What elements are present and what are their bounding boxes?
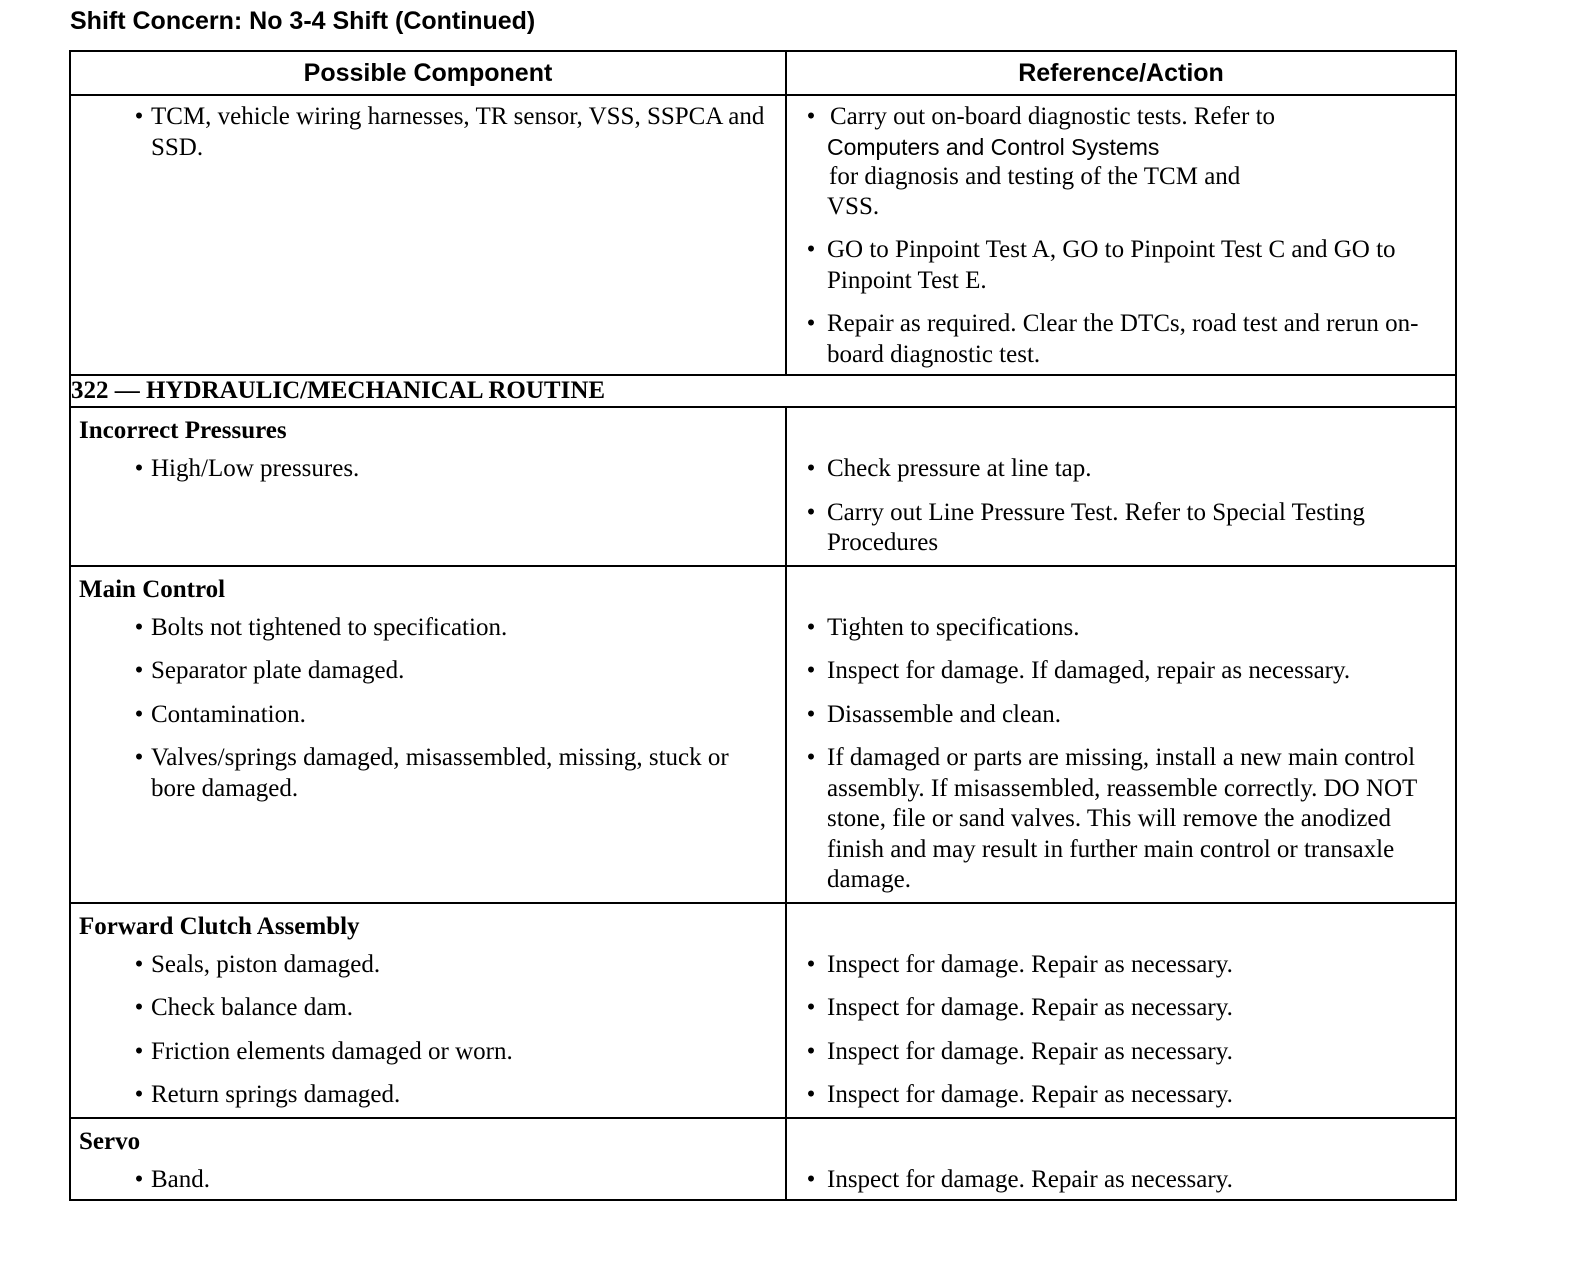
bullet-icon: • bbox=[134, 1081, 144, 1108]
component-list bbox=[79, 613, 777, 805]
list-item bbox=[795, 1080, 1447, 1111]
bullet-icon: • bbox=[806, 613, 816, 641]
list-item bbox=[795, 498, 1447, 559]
bullet-icon: • bbox=[806, 498, 816, 526]
list-item bbox=[795, 102, 1447, 222]
section-header-row bbox=[70, 375, 1456, 407]
reference-link[interactable]: Computers and Control Systems bbox=[827, 134, 1160, 160]
component-text: Separator plate damaged. bbox=[151, 657, 405, 684]
bullet-icon: • bbox=[806, 455, 816, 482]
action-text: If damaged or parts are missing, install a new main control assembly. If misassembled, reassemble correctly. DO NOT stone, file or sand valves. This will remove the anodized finish and may result in further main control or transaxle damage. bbox=[827, 744, 1417, 893]
action-text: GO to Pinpoint Test A, GO to Pinpoint Test C and GO to Pinpoint Test E. bbox=[827, 236, 1396, 294]
list-item bbox=[79, 1080, 777, 1111]
component-text: Return springs damaged. bbox=[151, 1081, 401, 1108]
component-text: Valves/springs damaged, misassembled, missing, stuck or bore damaged. bbox=[151, 744, 729, 802]
group-row-servo bbox=[70, 1118, 1456, 1201]
list-item bbox=[79, 950, 777, 981]
list-item bbox=[795, 235, 1447, 296]
bullet-icon: • bbox=[134, 994, 144, 1021]
component-list bbox=[79, 950, 777, 1111]
list-item bbox=[795, 1165, 1447, 1196]
action-text: Disassemble and clean. bbox=[827, 700, 1061, 728]
action-text-line: for diagnosis and testing of the TCM and bbox=[829, 163, 1241, 190]
action-text: Inspect for damage. If damaged, repair as necessary. bbox=[827, 657, 1351, 684]
component-text: High/Low pressures. bbox=[151, 455, 360, 482]
group-row-main-control bbox=[70, 566, 1456, 903]
group-row-forward-clutch bbox=[70, 903, 1456, 1118]
bullet-icon: • bbox=[134, 455, 144, 482]
bullet-icon: • bbox=[806, 657, 816, 684]
list-item bbox=[79, 700, 777, 731]
component-text: Seals, piston damaged. bbox=[151, 950, 381, 978]
group-actions-cell bbox=[786, 903, 1456, 1118]
action-text: Inspect for damage. Repair as necessary. bbox=[827, 994, 1233, 1021]
list-item bbox=[79, 656, 777, 687]
component-list bbox=[79, 1165, 777, 1196]
action-text: Carry out Line Pressure Test. Refer to Special Testing Procedures bbox=[827, 498, 1365, 556]
action-text: Repair as required. Clear the DTCs, road test and rerun on-board diagnostic test. bbox=[827, 310, 1419, 368]
component-text: Check balance dam. bbox=[151, 994, 353, 1021]
group-components-cell bbox=[70, 1118, 786, 1201]
bullet-icon: • bbox=[806, 700, 816, 728]
bullet-icon: • bbox=[134, 950, 144, 978]
action-list bbox=[795, 1165, 1447, 1196]
list-item bbox=[795, 309, 1447, 370]
list-item bbox=[795, 743, 1447, 896]
action-list bbox=[795, 950, 1447, 1111]
bullet-icon: • bbox=[134, 613, 144, 641]
bullet-icon: • bbox=[806, 1165, 816, 1193]
list-item bbox=[79, 743, 777, 804]
action-text: Inspect for damage. Repair as necessary. bbox=[827, 1081, 1233, 1108]
electrical-actions-cell bbox=[786, 95, 1456, 375]
action-text-line: Carry out on-board diagnostic tests. Refer to bbox=[830, 103, 1276, 130]
list-item bbox=[79, 613, 777, 644]
group-title: Incorrect Pressures bbox=[79, 417, 287, 444]
bullet-icon: • bbox=[806, 1081, 816, 1108]
bullet-icon: • bbox=[806, 236, 816, 263]
list-item bbox=[79, 993, 777, 1024]
section-header: 322 — HYDRAULIC/MECHANICAL ROUTINE bbox=[70, 375, 1456, 407]
bullet-icon: • bbox=[134, 1037, 144, 1065]
list-item bbox=[79, 454, 777, 485]
action-text-line: VSS. bbox=[827, 193, 880, 220]
group-title: Main Control bbox=[79, 575, 226, 603]
list-item bbox=[795, 700, 1447, 731]
action-text: Inspect for damage. Repair as necessary. bbox=[827, 1165, 1233, 1193]
bullet-icon: • bbox=[806, 103, 816, 130]
electrical-row bbox=[70, 95, 1456, 375]
action-list bbox=[795, 454, 1447, 559]
list-item bbox=[795, 950, 1447, 981]
component-list bbox=[79, 454, 777, 485]
bullet-icon: • bbox=[806, 310, 816, 337]
bullet-icon: • bbox=[806, 1037, 816, 1065]
action-list bbox=[795, 613, 1447, 896]
electrical-components-cell bbox=[70, 95, 786, 375]
group-title: Servo bbox=[79, 1127, 141, 1155]
bullet-icon: • bbox=[134, 103, 144, 130]
action-text: Check pressure at line tap. bbox=[827, 455, 1092, 482]
list-item bbox=[795, 1037, 1447, 1068]
list-item bbox=[795, 993, 1447, 1024]
action-text: Inspect for damage. Repair as necessary. bbox=[827, 950, 1233, 978]
page-title: Shift Concern: No 3-4 Shift (Continued) bbox=[70, 7, 536, 35]
group-actions-cell bbox=[786, 566, 1456, 903]
component-text: TCM, vehicle wiring harnesses, TR sensor, VSS, SSPCA and SSD. bbox=[151, 103, 765, 161]
list-item bbox=[795, 656, 1447, 687]
list-item bbox=[79, 102, 777, 163]
action-text: Inspect for damage. Repair as necessary. bbox=[827, 1037, 1233, 1065]
bullet-icon: • bbox=[134, 1165, 144, 1193]
list-item bbox=[79, 1037, 777, 1068]
bullet-icon: • bbox=[806, 994, 816, 1021]
list-item bbox=[79, 1165, 777, 1196]
group-components-cell bbox=[70, 903, 786, 1118]
component-text: Contamination. bbox=[151, 700, 306, 728]
group-components-cell bbox=[70, 566, 786, 903]
bullet-icon: • bbox=[134, 700, 144, 728]
group-actions-cell bbox=[786, 1118, 1456, 1201]
electrical-component-list bbox=[79, 102, 777, 163]
header-possible-component: Possible Component bbox=[70, 51, 786, 95]
component-text: Friction elements damaged or worn. bbox=[151, 1037, 513, 1065]
header-reference-action: Reference/Action bbox=[786, 51, 1456, 95]
list-item bbox=[795, 454, 1447, 485]
group-actions-cell bbox=[786, 407, 1456, 566]
bullet-icon: • bbox=[806, 950, 816, 978]
group-row-incorrect-pressures bbox=[70, 407, 1456, 566]
bullet-icon: • bbox=[134, 657, 144, 684]
table-header-row bbox=[70, 51, 1456, 95]
bullet-icon: • bbox=[806, 744, 816, 771]
group-components-cell bbox=[70, 407, 786, 566]
group-title: Forward Clutch Assembly bbox=[79, 912, 360, 940]
component-text: Band. bbox=[151, 1165, 211, 1193]
component-text: Bolts not tightened to specification. bbox=[151, 613, 508, 641]
action-text: Tighten to specifications. bbox=[827, 613, 1080, 641]
diagnosis-table bbox=[69, 50, 1457, 1201]
bullet-icon: • bbox=[134, 744, 144, 771]
electrical-action-list bbox=[795, 102, 1447, 370]
list-item bbox=[795, 613, 1447, 644]
